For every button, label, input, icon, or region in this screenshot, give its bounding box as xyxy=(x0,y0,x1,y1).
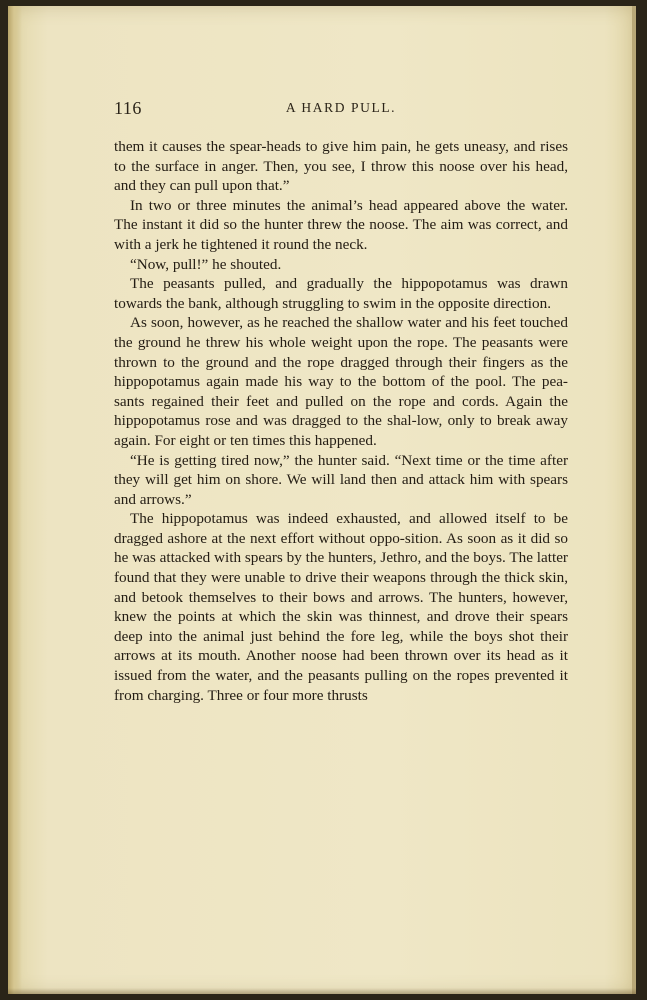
page-gutter xyxy=(8,6,22,994)
page-edge xyxy=(632,6,636,994)
page-header xyxy=(114,98,568,124)
paragraph: The peasants pulled, and gradually the hippopotamus was drawn towards the bank, although struggling to swim in the opposite direction. xyxy=(114,275,568,312)
paragraph: As soon, however, as he reached the shallow water and his feet touched the ground he threw his whole weight upon the rope. The peasants were thrown to the ground and the rope dragged through their fingers as the hippopotamus again made his way to the bottom of the pool. The pea-sants regained their feet and pulled on the rope and cords. Again the hippopotamus rose and was dragged to the shal-low, only to break away again. For eight or ten times this happened. xyxy=(114,314,568,449)
paragraph: In two or three minutes the animal’s head appeared above the water. The instant it did so the hunter threw the noose. The aim was correct, and with a jerk he tightened it round the neck. xyxy=(114,196,568,253)
page-bottom-shadow xyxy=(8,988,636,994)
paragraph: The hippopotamus was indeed exhausted, and allowed itself to be dragged ashore at the next effort without oppo-sition. As soon as it did so he was attacked with spears by the hunters, Jethro, and the boys. The latter found that they were unable to drive their weapons through the thick skin, and betook themselves to their bows and arrows. The hunters, however, knew the points at which the skin was thinnest, and drove their spears deep into the animal just behind the fore leg, while the boys shot their arrows at its mouth. Another noose had been thrown over its head as it issued from the water, and the peasants pulling on the ropes prevented it from charging. Three or four more thrusts xyxy=(114,510,568,704)
body-text xyxy=(114,137,568,705)
page-number: 116 xyxy=(114,98,142,118)
running-title: A HARD PULL. xyxy=(285,100,397,115)
paragraph: them it causes the spear-heads to give him pain, he gets uneasy, and rises to the surface in anger. Then, you see, I throw this noose over his head, and they can pull upon that.” xyxy=(114,138,568,195)
paragraph: “Now, pull!” he shouted. xyxy=(130,255,282,273)
book-page xyxy=(8,6,636,994)
paragraph: “He is getting tired now,” the hunter said. “Next time or the time after they will get him on shore. We will land then and attack him with spears and arrows.” xyxy=(114,451,568,508)
